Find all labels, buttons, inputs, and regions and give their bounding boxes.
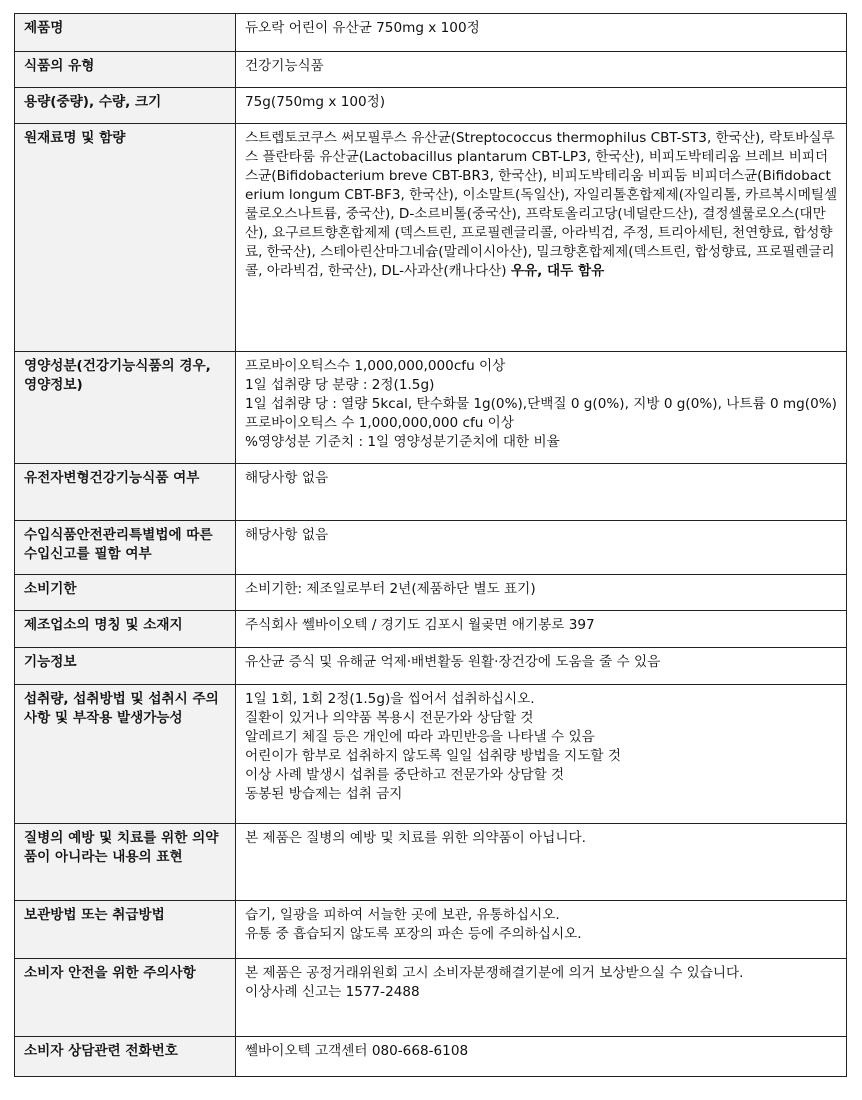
row-label-gmo: 유전자변형건강기능식품 여부 <box>15 464 236 521</box>
row-label-product-name: 제품명 <box>15 14 236 52</box>
table-row <box>15 901 847 959</box>
row-label-manufacturer: 제조업소의 명칭 및 소재지 <box>15 611 236 648</box>
table-row <box>15 464 847 521</box>
row-value-not-medicine: 본 제품은 질병의 예방 및 치료를 위한 의약품이 아닙니다. <box>236 824 847 901</box>
row-label-not-medicine: 질병의 예방 및 치료를 위한 의약품이 아니라는 내용의 표현 <box>15 824 236 901</box>
row-label-import-declaration: 수입식품안전관리특별법에 따른 수입신고를 필함 여부 <box>15 521 236 575</box>
row-label-consumer-phone: 소비자 상담관련 전화번호 <box>15 1037 236 1077</box>
table-row <box>15 824 847 901</box>
row-value-storage: 습기, 일광을 피하여 서늘한 곳에 보관, 유통하십시오. 유통 중 흡습되지 않도록 포장의 파손 등에 주의하십시오. <box>236 901 847 959</box>
row-label-food-type: 식품의 유형 <box>15 52 236 88</box>
row-value-manufacturer: 주식회사 쎌바이오텍 / 경기도 김포시 월곶면 애기봉로 397 <box>236 611 847 648</box>
allergen-warning: 우유, 대두 함유 <box>510 263 605 279</box>
row-value-ingredients <box>236 124 847 352</box>
table-row <box>15 575 847 611</box>
table-row <box>15 521 847 575</box>
row-value-intake-method: 1일 1회, 1회 2정(1.5g)을 씹어서 섭취하십시오. 질환이 있거나 의약품 복용시 전문가와 상담할 것 알레르기 체질 등은 개인에 따라 과민반응을 나타낼 수 있음 어린이가 함부로 섭취하지 않도록 일일 섭취량 방법을 지도할 것 이상 사례 발생시 섭취를 중단하고 전문가와 상담할 것 동봉된 방습제는 섭취 금지 <box>236 685 847 824</box>
row-value-function: 유산균 증식 및 유해균 억제·배변활동 원활·장건강에 도움을 줄 수 있음 <box>236 648 847 685</box>
table-row <box>15 685 847 824</box>
table-row <box>15 124 847 352</box>
row-value-nutrition: 프로바이오틱스수 1,000,000,000cfu 이상 1일 섭취량 당 분량 : 2정(1.5g) 1일 섭취량 당 : 열량 5kcal, 탄수화물 1g(0%),단백질 0 g(0%), 지방 0 g(0%), 나트륨 0 mg(0%) 프로바이오틱스 수 1,000,000,000 cfu 이상 %영양성분 기준치 : 1일 영양성분기준치에 대한 비율 <box>236 352 847 464</box>
product-info-table <box>14 13 847 1077</box>
row-label-expiration: 소비기한 <box>15 575 236 611</box>
ingredients-text: 스트렙토코쿠스 써모필루스 유산균(Streptococcus thermophilus CBT-ST3, 한국산), 락토바실루스 플란타룸 유산균(Lactobacillus plantarum CBT-LP3, 한국산), 비피도박테리움 브레브 비피더스균(Bifidobacterium breve CBT-BR3, 한국산), 비피도박테리움 비피둠 비피더스균(Bifidobacterium longum CBT-BF3, 한국산), 이소말트(독일산), 자일리톨혼합제제(자일리톨, 카르복시메틸셀룰로오스나트륨, 중국산), D-소르비톨(중국산), 프락토올리고당(네덜란드산), 결정셀룰로오스(대만산), 요구르트향혼합제제 (덱스트린, 프로필렌글리콜, 아라빅검, 주정, 트리아세틴, 천연향료, 합성향료, 한국산), 스테아린산마그네슘(말레이시아산), 밀크향혼합제제(덱스트린, 합성향료, 프로필렌글리콜, 아라빅검, 한국산), DL-사과산(캐나다산) <box>245 130 838 279</box>
table-row <box>15 648 847 685</box>
row-value-gmo: 해당사항 없음 <box>236 464 847 521</box>
row-value-expiration: 소비기한: 제조일로부터 2년(제품하단 별도 표기) <box>236 575 847 611</box>
table-row <box>15 14 847 52</box>
table-row <box>15 352 847 464</box>
table-row <box>15 88 847 124</box>
row-label-function: 기능정보 <box>15 648 236 685</box>
row-label-consumer-safety: 소비자 안전을 위한 주의사항 <box>15 959 236 1037</box>
product-info-notice <box>14 13 846 1077</box>
table-row <box>15 52 847 88</box>
table-row <box>15 611 847 648</box>
row-value-consumer-safety: 본 제품은 공정거래위원회 고시 소비자분쟁해결기분에 의거 보상받으실 수 있습니다. 이상사례 신고는 1577-2488 <box>236 959 847 1037</box>
row-label-intake-method: 섭취량, 섭취방법 및 섭취시 주의사항 및 부작용 발생가능성 <box>15 685 236 824</box>
table-row <box>15 959 847 1037</box>
row-value-food-type: 건강기능식품 <box>236 52 847 88</box>
row-label-ingredients: 원재료명 및 함량 <box>15 124 236 352</box>
row-value-import-declaration: 해당사항 없음 <box>236 521 847 575</box>
row-label-storage: 보관방법 또는 취급방법 <box>15 901 236 959</box>
row-label-capacity: 용량(중량), 수량, 크기 <box>15 88 236 124</box>
row-value-capacity: 75g(750mg x 100정) <box>236 88 847 124</box>
row-value-product-name: 듀오락 어린이 유산균 750mg x 100정 <box>236 14 847 52</box>
row-value-consumer-phone: 쎌바이오텍 고객센터 080-668-6108 <box>236 1037 847 1077</box>
row-label-nutrition: 영양성분(건강기능식품의 경우, 영양정보) <box>15 352 236 464</box>
table-row <box>15 1037 847 1077</box>
